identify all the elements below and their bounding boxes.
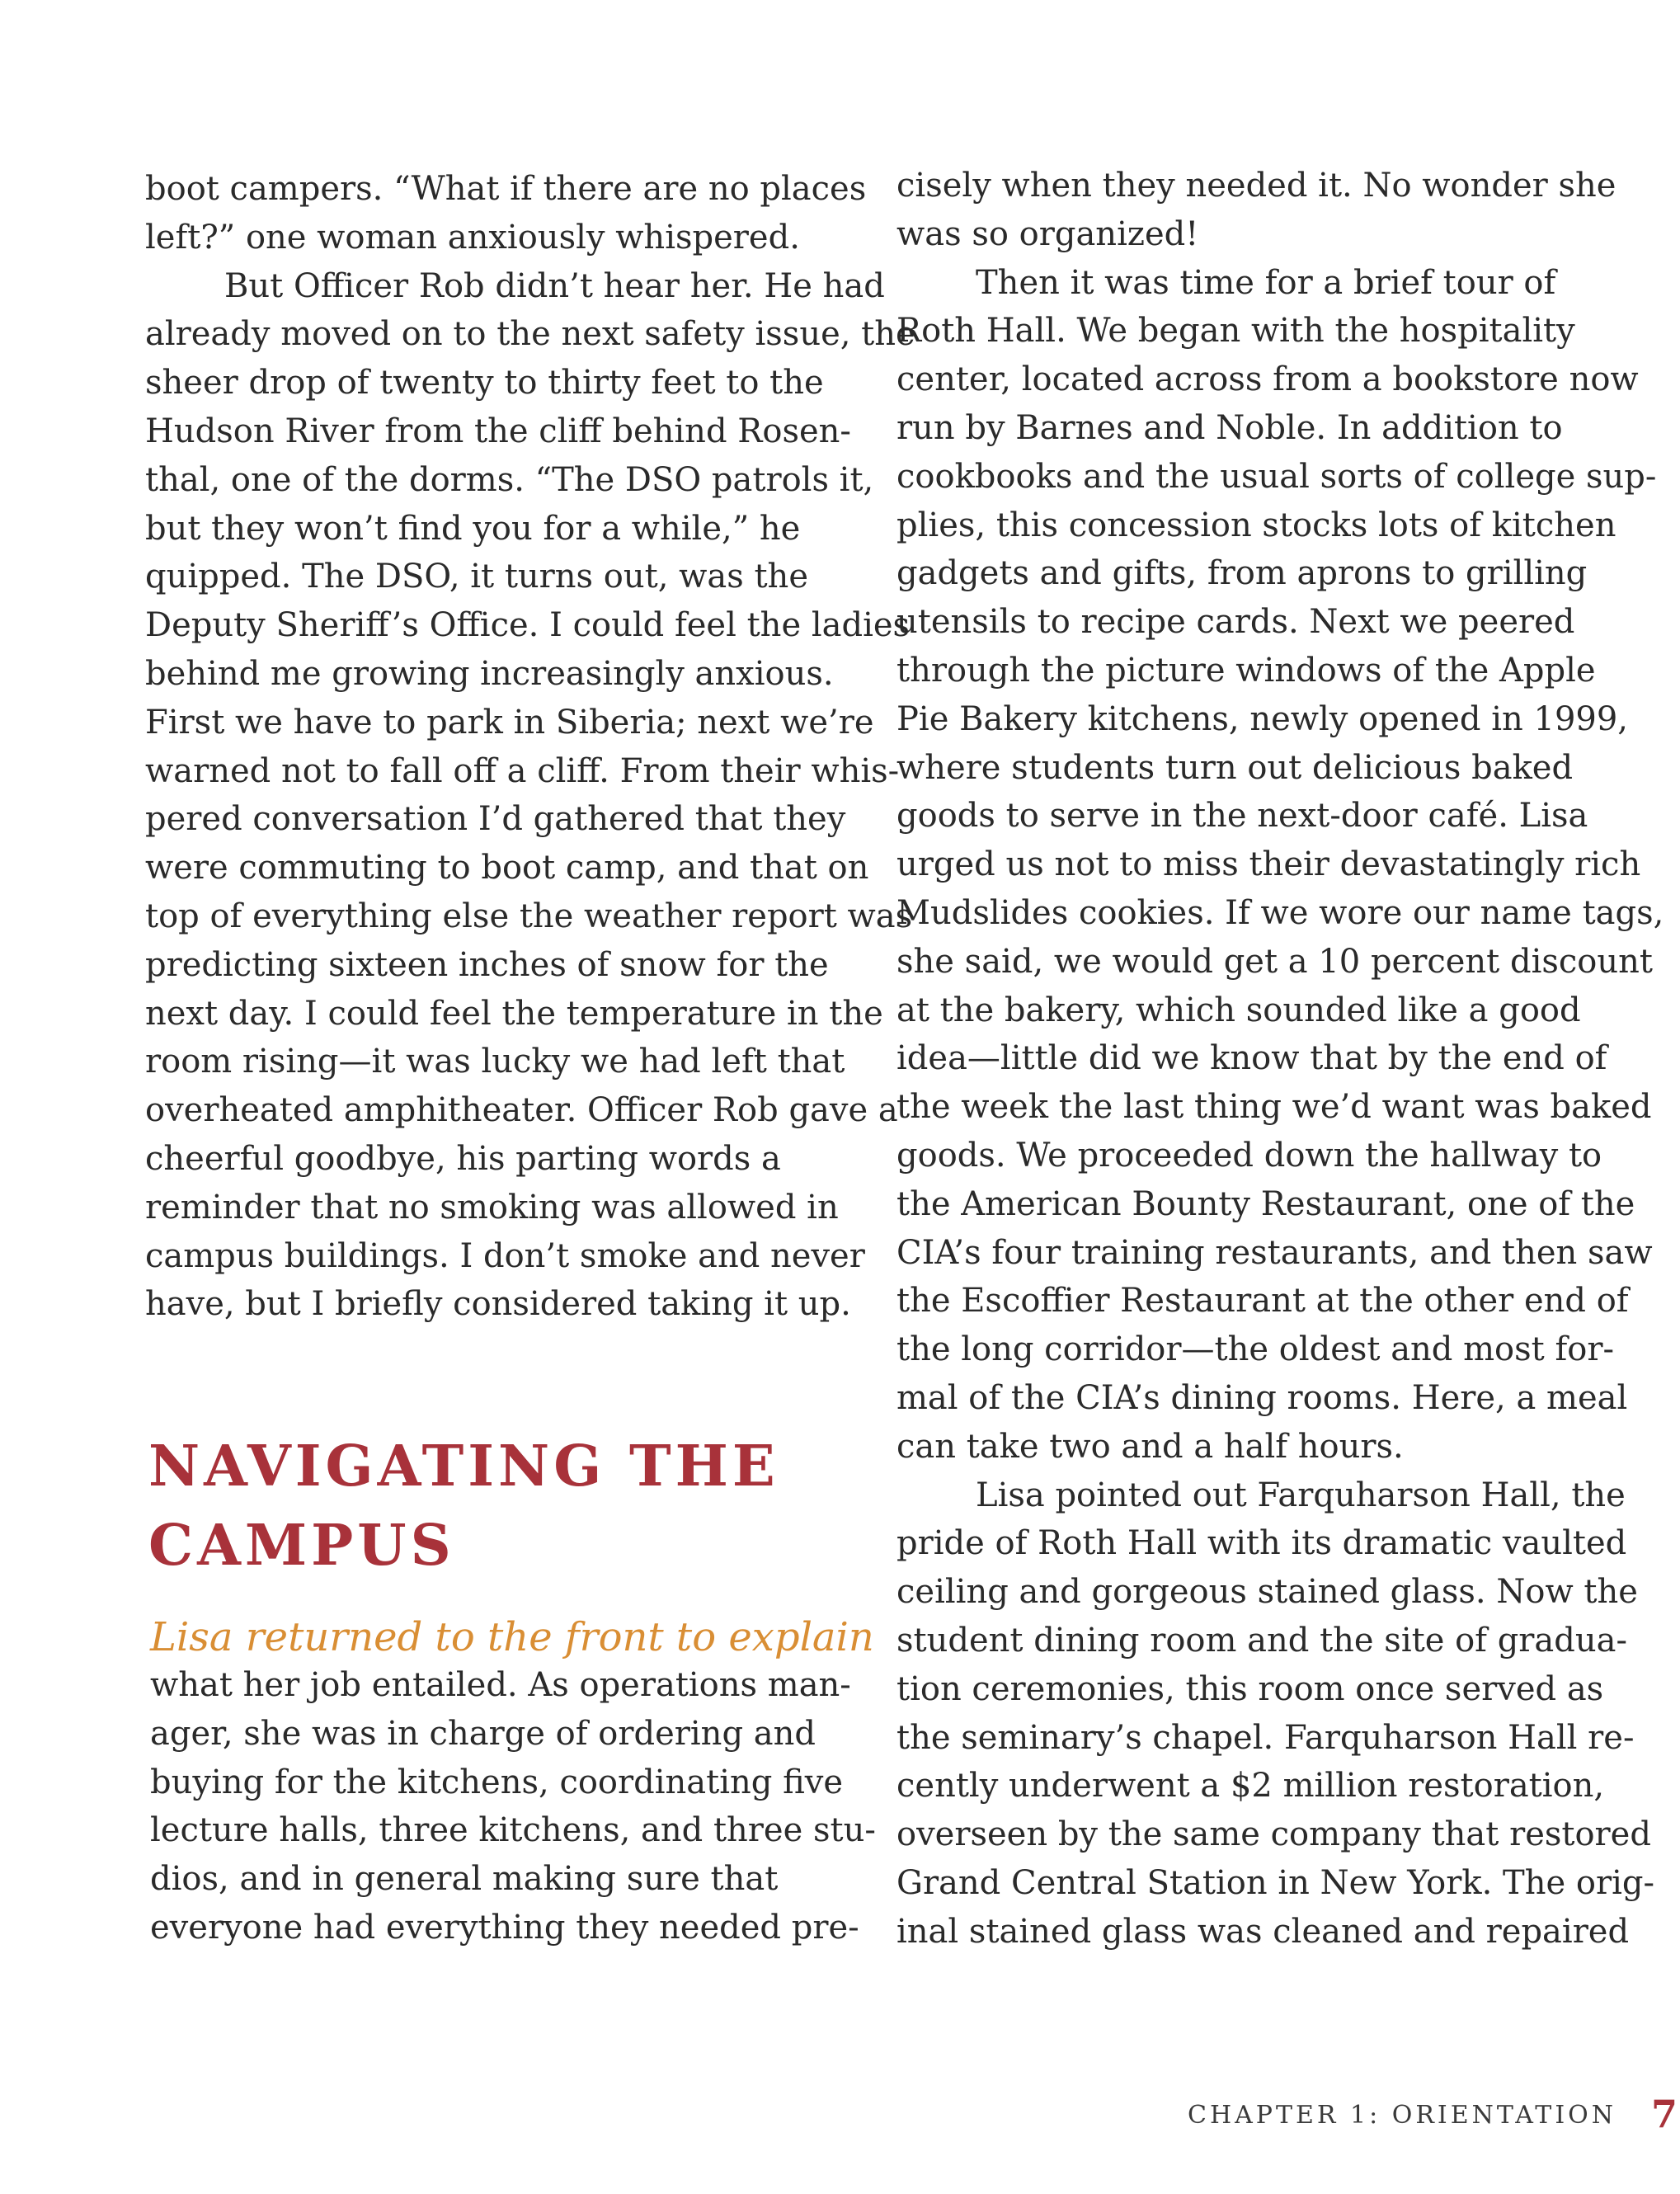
text-line: already moved on to the next safety issue, the bbox=[145, 315, 915, 354]
text-line: the American Bounty Restaurant, one of the bbox=[896, 1184, 1635, 1223]
text-line: pered conversation I’d gathered that they bbox=[145, 800, 846, 839]
text-line: center, located across from a bookstore now bbox=[896, 360, 1639, 399]
text-line: at the bakery, which sounded like a good bbox=[896, 991, 1581, 1029]
text-line: cheerful goodbye, his parting words a bbox=[145, 1139, 781, 1178]
text-line: have, but I briefly considered taking it up. bbox=[145, 1285, 851, 1324]
page-number: 7 bbox=[1651, 2092, 1678, 2136]
text-line: inal stained glass was cleaned and repaired bbox=[896, 1912, 1630, 1951]
text-line: dios, and in general making sure that bbox=[150, 1860, 779, 1899]
text-line: top of everything else the weather report was bbox=[145, 897, 913, 935]
section-heading-line-1: NAVIGATING THE bbox=[148, 1434, 779, 1500]
text-line: overheated amphitheater. Officer Rob gave a bbox=[145, 1091, 898, 1130]
text-line: ager, she was in charge of ordering and bbox=[150, 1714, 816, 1753]
text-line: boot campers. “What if there are no places bbox=[145, 170, 867, 208]
text-line: Pie Bakery kitchens, newly opened in 1999, bbox=[896, 699, 1629, 738]
text-line: next day. I could feel the temperature in the bbox=[145, 994, 883, 1033]
text-line: run by Barnes and Noble. In addition to bbox=[896, 408, 1563, 447]
text-line: through the picture windows of the Apple bbox=[896, 651, 1596, 690]
section-heading-line-2: CAMPUS bbox=[148, 1513, 455, 1579]
text-line: tion ceremonies, this room once served as bbox=[896, 1669, 1604, 1708]
text-line: was so organized! bbox=[896, 214, 1199, 253]
text-line: Roth Hall. We began with the hospitality bbox=[896, 312, 1575, 351]
text-line: cisely when they needed it. No wonder she bbox=[896, 167, 1616, 205]
text-line: Lisa pointed out Farquharson Hall, the bbox=[976, 1476, 1626, 1514]
text-line: can take two and a half hours. bbox=[896, 1427, 1404, 1466]
text-line: Grand Central Station in New York. The orig- bbox=[896, 1863, 1654, 1902]
text-line: reminder that no smoking was allowed in bbox=[145, 1188, 839, 1226]
text-line: idea—little did we know that by the end of bbox=[896, 1039, 1607, 1078]
text-line: plies, this concession stocks lots of kitchen bbox=[896, 506, 1616, 544]
text-line: urged us not to miss their devastatingly rich bbox=[896, 845, 1641, 884]
text-line: pride of Roth Hall with its dramatic vaulted bbox=[896, 1524, 1627, 1563]
text-line: the seminary’s chapel. Farquharson Hall re- bbox=[896, 1718, 1635, 1757]
text-line: behind me growing increasingly anxious. bbox=[145, 654, 834, 693]
text-line: CIA’s four training restaurants, and then saw bbox=[896, 1233, 1653, 1272]
text-line: quipped. The DSO, it turns out, was the bbox=[145, 558, 808, 596]
left-column-body bbox=[145, 165, 915, 1329]
text-line: overseen by the same company that restored bbox=[896, 1815, 1651, 1854]
left-column-continuation bbox=[150, 1661, 876, 1952]
right-column-body bbox=[896, 162, 1664, 1956]
text-line: cookbooks and the usual sorts of college sup- bbox=[896, 457, 1657, 496]
text-line: lecture halls, three kitchens, and three stu- bbox=[150, 1811, 876, 1850]
text-line: the long corridor—the oldest and most for- bbox=[896, 1330, 1614, 1369]
text-line: left?” one woman anxiously whispered. bbox=[145, 218, 800, 257]
text-line: Then it was time for a brief tour of bbox=[976, 263, 1556, 302]
text-line: everyone had everything they needed pre- bbox=[150, 1908, 859, 1947]
text-line: But Officer Rob didn’t hear her. He had bbox=[224, 266, 885, 305]
text-line: were commuting to boot camp, and that on bbox=[145, 849, 869, 887]
text-line: Mudslides cookies. If we wore our name tags, bbox=[896, 893, 1664, 932]
text-line: Deputy Sheriff’s Office. I could feel the ladies bbox=[145, 606, 911, 645]
text-line: cently underwent a $2 million restoration, bbox=[896, 1767, 1605, 1806]
text-line: gadgets and gifts, from aprons to grilling bbox=[896, 554, 1588, 593]
text-line: the week the last thing we’d want was baked bbox=[896, 1088, 1652, 1127]
text-line: thal, one of the dorms. “The DSO patrols it, bbox=[145, 460, 874, 499]
text-line: goods to serve in the next-door café. Lisa bbox=[896, 797, 1588, 836]
text-line: the Escoffier Restaurant at the other end of bbox=[896, 1282, 1629, 1321]
script-lead-in: Lisa returned to the front to explain bbox=[150, 1614, 874, 1660]
text-line: buying for the kitchens, coordinating five bbox=[150, 1763, 844, 1801]
text-line: student dining room and the site of gradua- bbox=[896, 1621, 1627, 1660]
text-line: what her job entailed. As operations man- bbox=[150, 1666, 851, 1704]
text-line: predicting sixteen inches of snow for the bbox=[145, 945, 829, 984]
text-line: room rising—it was lucky we had left that bbox=[145, 1043, 845, 1081]
text-line: mal of the CIA’s dining rooms. Here, a meal bbox=[896, 1378, 1628, 1417]
text-line: ceiling and gorgeous stained glass. Now the bbox=[896, 1573, 1638, 1612]
text-line: First we have to park in Siberia; next we’re bbox=[145, 703, 874, 742]
text-line: Hudson River from the cliff behind Rosen- bbox=[145, 412, 851, 450]
text-line: but they won’t find you for a while,” he bbox=[145, 509, 801, 548]
running-footer-chapter: CHAPTER 1: ORIENTATION bbox=[1188, 2101, 1617, 2130]
text-line: campus buildings. I don’t smoke and never bbox=[145, 1236, 865, 1275]
text-line: sheer drop of twenty to thirty feet to the bbox=[145, 364, 824, 403]
text-line: warned not to fall off a cliff. From their whis- bbox=[145, 751, 900, 790]
text-line: utensils to recipe cards. Next we peered bbox=[896, 603, 1575, 642]
section-heading bbox=[148, 1427, 841, 1585]
text-line: where students turn out delicious baked bbox=[896, 748, 1574, 787]
text-line: goods. We proceeded down the hallway to bbox=[896, 1136, 1602, 1175]
text-line: she said, we would get a 10 percent discount bbox=[896, 942, 1653, 981]
